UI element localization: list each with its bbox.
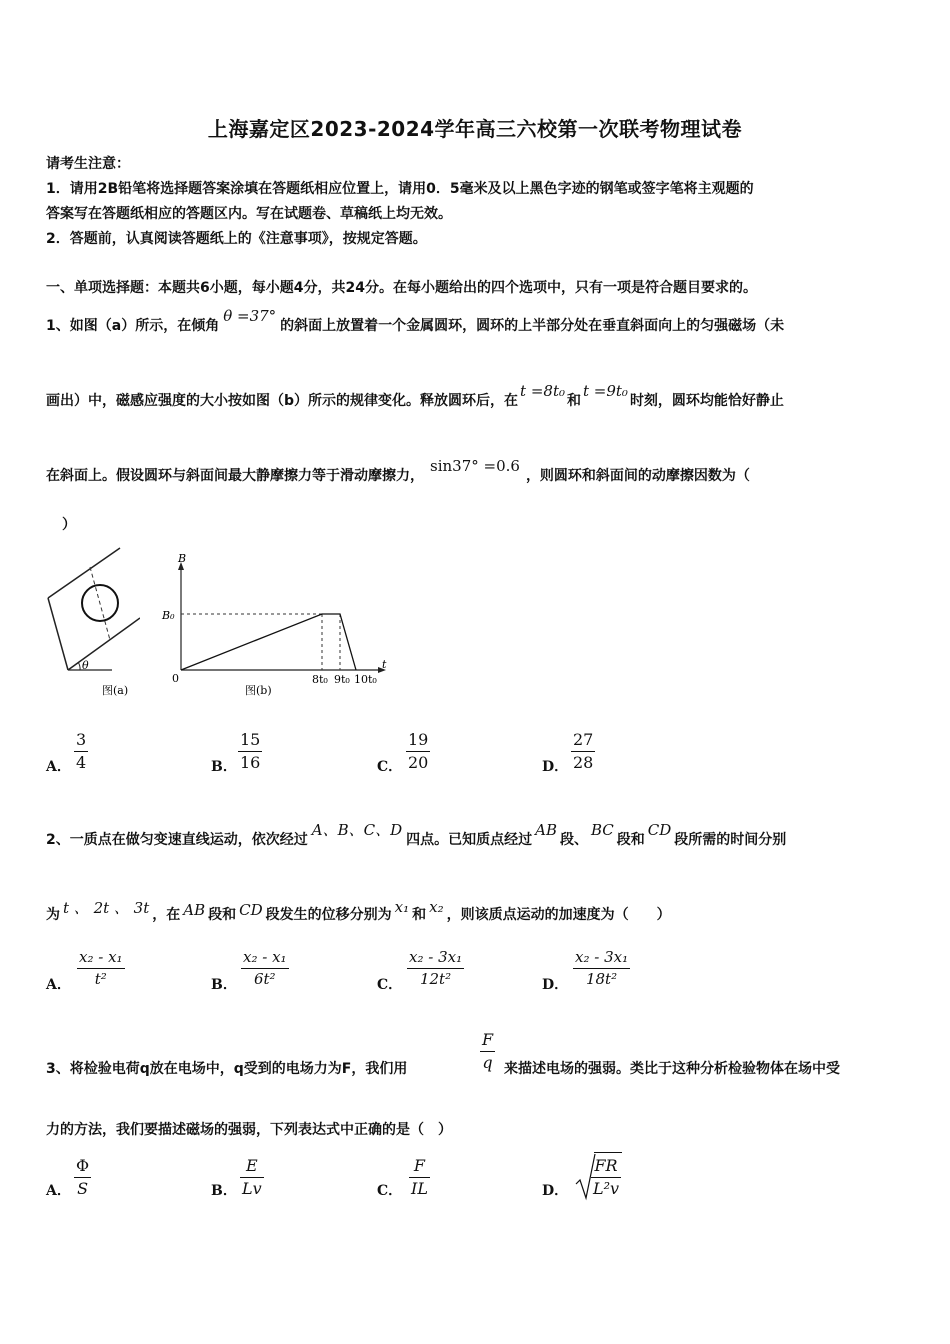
q1-sin-formula: sin37° =0.6 — [430, 457, 520, 475]
q1-option-c[interactable]: C． — [377, 759, 403, 775]
q3-line-2: 力的方法，我们要描述磁场的强弱，下列表达式中正确的是（ ） — [46, 1122, 452, 1138]
q2-text: 和 — [412, 907, 427, 923]
notice-heading: 请考生注意： — [46, 156, 130, 172]
q2-text: 2、一质点在做匀变速直线运动，依次经过 — [46, 832, 308, 848]
figure-b-origin: 0 — [172, 672, 179, 685]
q2-option-d[interactable]: D． — [542, 977, 569, 993]
q2-text: 段所需的时间分别 — [674, 832, 787, 848]
q1-option-a-value — [74, 730, 88, 772]
q2-option-b-value — [241, 948, 289, 988]
q3-option-a-value — [74, 1156, 91, 1198]
q1-line-3 — [46, 457, 750, 485]
fraction-den: t² — [94, 970, 107, 988]
q1-option-a[interactable]: A． — [46, 759, 71, 775]
fraction-bar — [77, 968, 125, 969]
fraction-bar — [480, 1051, 495, 1052]
figure-b-tick-8t0: 8t₀ — [312, 673, 328, 686]
q2-text: 段、 — [559, 832, 588, 848]
sqrt-overline — [594, 1152, 622, 1153]
q1-option-d-value — [571, 730, 595, 772]
q2-text: 段发生的位移分别为 — [265, 907, 392, 923]
figure-a-angle-arc — [78, 662, 80, 670]
fraction-num: F — [482, 1030, 494, 1049]
q1-option-b-value — [238, 730, 262, 772]
figure-a-edge — [48, 548, 120, 598]
q3-option-b[interactable]: B． — [211, 1183, 237, 1199]
q2-x1: x₁ — [394, 898, 410, 916]
fraction-den: L²v — [593, 1179, 620, 1198]
fraction-bar — [406, 751, 430, 752]
figure-a-dashed-boundary — [90, 567, 110, 640]
fraction-num: 3 — [76, 730, 87, 749]
fraction-den: S — [77, 1179, 89, 1198]
fraction-num: x₂ - 3x₁ — [409, 948, 463, 966]
fraction-den: 6t² — [253, 970, 276, 988]
q3-option-c[interactable]: C． — [377, 1183, 403, 1199]
q2-text: ，在 — [152, 907, 181, 923]
figure-b-curve — [181, 614, 356, 670]
q2-option-c-value — [407, 948, 464, 988]
fraction-bar — [74, 1177, 91, 1178]
figure-b-b0-label: B₀ — [162, 609, 175, 622]
figure-a-edge — [68, 618, 140, 670]
notice-item-2: 2．答题前，认真阅读答题纸上的《注意事项》，按规定答题。 — [46, 231, 427, 247]
q3-option-d[interactable]: D． — [542, 1183, 569, 1199]
q1-option-c-value — [406, 730, 430, 772]
fraction-bar — [240, 1177, 264, 1178]
figure-a — [40, 540, 140, 705]
fraction-bar — [407, 968, 464, 969]
q3-option-d-value — [591, 1156, 621, 1198]
page-title: 上海嘉定区2023-2024学年高三六校第一次联考物理试卷 — [207, 117, 743, 141]
q2-segment-cd: CD — [239, 901, 263, 919]
fraction-den: IL — [411, 1179, 428, 1198]
figure-a-theta: θ — [82, 659, 89, 672]
fraction-den: 28 — [573, 753, 594, 772]
notice-item-1a: 1．请用2B铅笔将选择题答案涂填在答题纸相应位置上，请用0．5毫米及以上黑色字迹的钢笔或签字笔将主观题的 — [46, 181, 754, 197]
figure-a-label: 图(a) — [102, 684, 129, 697]
fraction-num: F — [413, 1156, 426, 1175]
q2-line-1 — [46, 821, 787, 849]
fraction-bar — [573, 968, 630, 969]
fraction-num: x₂ - 3x₁ — [575, 948, 629, 966]
figure-b-tick-10t0: 10t₀ — [354, 673, 377, 686]
fraction-bar — [238, 751, 262, 752]
q2-option-b[interactable]: B． — [211, 977, 237, 993]
fraction-num: x₂ - x₁ — [79, 948, 123, 966]
q3-option-b-value — [240, 1156, 264, 1198]
fraction-den: 18t² — [585, 970, 618, 988]
q2-option-a[interactable]: A． — [46, 977, 71, 993]
q1-option-b[interactable]: B． — [211, 759, 237, 775]
figure-b-label: 图(b) — [245, 684, 272, 697]
q1-line-2 — [46, 382, 784, 410]
q1-text: 1、如图（a）所示，在倾角 — [46, 318, 220, 334]
fraction-bar — [571, 751, 595, 752]
q3-line-1-text-a: 3、将检验电荷q放在电场中，q受到的电场力为F，我们用 — [46, 1061, 408, 1077]
q2-points: A、B、C、D — [311, 821, 403, 839]
q2-text: 段和 — [616, 832, 645, 848]
q2-segment-ab: AB — [183, 901, 206, 919]
figure-b-y-label: B — [178, 552, 187, 565]
q1-text: ，则圆环和斜面间的动摩擦因数为（ — [525, 468, 750, 484]
q2-option-a-value — [77, 948, 125, 988]
q3-option-c-value — [409, 1156, 430, 1198]
fraction-num: Φ — [76, 1156, 90, 1175]
fraction-den: 4 — [76, 753, 87, 772]
q1-line-4: ） — [62, 517, 76, 533]
q1-text: 时刻，圆环均能恰好静止 — [629, 393, 784, 409]
fraction-bar — [74, 751, 88, 752]
q2-text: 段和 — [208, 907, 237, 923]
q2-line-2 — [46, 898, 671, 924]
q2-segment-bc: BC — [590, 821, 614, 839]
fraction-num: 15 — [240, 730, 261, 749]
q1-line-1 — [46, 307, 785, 335]
fraction-bar — [409, 1177, 430, 1178]
notice-item-1b: 答案写在答题纸相应的答题区内。写在试题卷、草稿纸上均无效。 — [46, 206, 452, 222]
q2-text: ，则该质点运动的加速度为（ ） — [446, 907, 671, 923]
q1-text: 在斜面上。假设圆环与斜面间最大静摩擦力等于滑动摩擦力， — [46, 468, 424, 484]
q2-segment-ab: AB — [535, 821, 557, 839]
q1-theta-formula: θ =37° — [223, 307, 277, 325]
figure-b-tick-9t0: 9t₀ — [334, 673, 350, 686]
section-heading: 一、单项选择题：本题共6小题，每小题4分，共24分。在每小题给出的四个选项中，只有一项是符合题目要求的。 — [46, 280, 757, 296]
q3-line-1-text-b: 来描述电场的强弱。类比于这种分析检验物体在场中受 — [504, 1061, 840, 1077]
q2-segment-cd: CD — [647, 821, 672, 839]
q2-text: 为 — [46, 907, 60, 923]
fraction-den: 12t² — [419, 970, 452, 988]
fraction-den: q — [482, 1053, 493, 1072]
q2-option-d-value — [573, 948, 630, 988]
fraction-num: FR — [594, 1156, 618, 1175]
q2-option-c[interactable]: C． — [377, 977, 403, 993]
q1-t2-formula: t =9t₀ — [582, 382, 628, 400]
q2-x2: x₂ — [429, 898, 444, 916]
q2-text: 四点。已知质点经过 — [406, 832, 533, 848]
fraction-bar — [241, 968, 289, 969]
fraction-den: 16 — [240, 753, 261, 772]
q1-t1-formula: t =8t₀ — [520, 382, 565, 400]
q1-text: 和 — [566, 393, 581, 409]
figure-b — [160, 548, 390, 698]
fraction-num: E — [245, 1156, 258, 1175]
q1-text: 画出）中，磁感应强度的大小按如图（b）所示的规律变化。释放圆环后，在 — [46, 393, 519, 409]
q3-field-ratio — [480, 1030, 495, 1072]
fraction-bar — [591, 1177, 621, 1178]
fraction-num: x₂ - x₁ — [243, 948, 287, 966]
fraction-den: Lv — [242, 1179, 262, 1198]
q3-option-a[interactable]: A． — [46, 1183, 71, 1199]
fraction-den: 20 — [408, 753, 429, 772]
q1-text: 的斜面上放置着一个金属圆环，圆环的上半部分处在垂直斜面向上的匀强磁场（未 — [280, 318, 785, 334]
q2-times: t 、 2t 、 3t — [63, 899, 150, 917]
figure-a-edge — [48, 598, 68, 670]
fraction-num: 27 — [573, 730, 594, 749]
q1-option-d[interactable]: D． — [542, 759, 569, 775]
figure-b-x-label: t — [382, 658, 387, 671]
fraction-num: 19 — [408, 730, 429, 749]
